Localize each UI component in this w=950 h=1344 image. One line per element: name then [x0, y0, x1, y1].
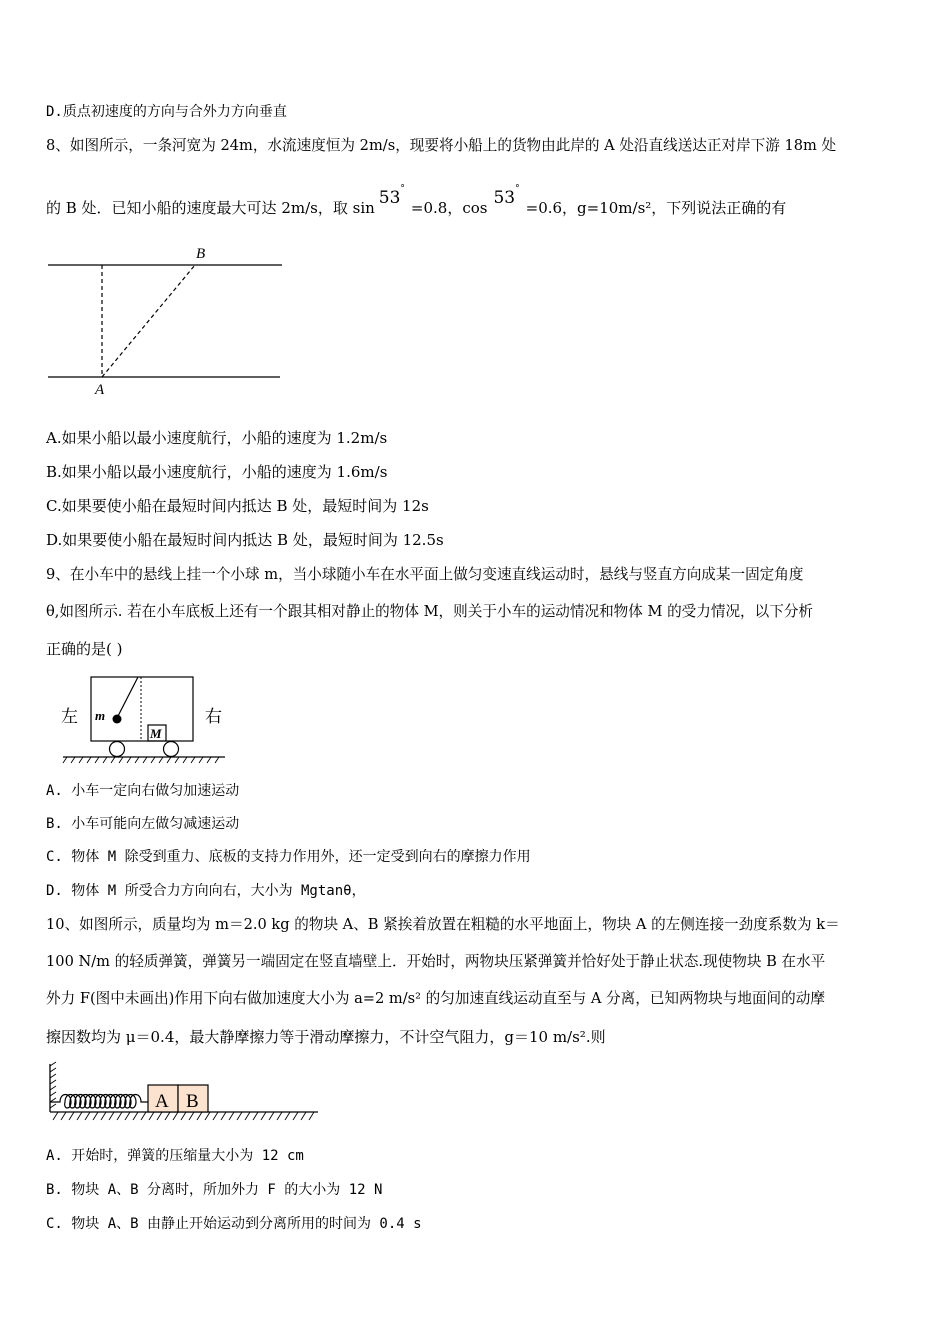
q9-stem-line-2: θ,如图所示. 若在小车底板上还有一个跟其相对静止的物体 M，则关于小车的运动情况和物体 M 的受力情况，以下分析 [46, 603, 814, 620]
q8-stem-part-a: 的 B 处．已知小船的速度最大可达 2m/s，取 sin [46, 199, 375, 217]
q10-spring-figure [42, 1060, 322, 1128]
ground-hatching [53, 1112, 314, 1120]
block-m-label: M [150, 726, 162, 741]
q8-river-figure [40, 240, 290, 400]
q9-option-c: C. 物体 M 除受到重力、底板的支持力作用外，还一定受到向右的摩擦力作用 [46, 849, 531, 865]
suspension-string [117, 677, 138, 718]
q9-stem-line-3: 正确的是( ) [46, 640, 123, 658]
block-b-label: B [186, 1091, 199, 1112]
point-a-label: A [95, 382, 105, 398]
q8-stem-part-b: =0.8，cos [410, 199, 488, 217]
q8-option-d: D.如果要使小船在最短时间内抵达 B 处，最短时间为 12.5s [46, 531, 444, 549]
path-dashed-line [102, 265, 195, 377]
q8-angle-1: 53 [378, 188, 401, 208]
q8-degree-2: ° [515, 184, 520, 194]
q8-angle-2: 53 [493, 188, 516, 208]
q8-stem-line-2 [46, 184, 787, 221]
right-label: 右 [205, 707, 222, 726]
q9-cart-figure [55, 672, 235, 764]
q10-stem-line-1: 10、如图所示，质量均为 m＝2.0 kg 的物块 A、B 紧挨着放置在粗糙的水平地面上，物块 A 的左侧连接一劲度系数为 k＝ [46, 916, 840, 933]
q8-option-a: A.如果小船以最小速度航行，小船的速度为 1.2m/s [46, 429, 388, 447]
ball-label: m [95, 708, 106, 723]
q10-stem-line-3: 外力 F(图中未画出)作用下向右做加速度大小为 a=2 m/s² 的匀加速直线运动直至与 A 分离，已知两物块与地面间的动摩 [46, 990, 825, 1007]
q10-stem-line-2: 100 N/m 的轻质弹簧，弹簧另一端固定在竖直墙壁上．开始时，两物块压紧弹簧并恰好处于静止状态.现使物块 B 在水平 [46, 953, 826, 970]
q8-option-b: B.如果小船以最小速度航行，小船的速度为 1.6m/s [46, 463, 388, 481]
right-wheel [164, 742, 179, 757]
q9-option-b: B. 小车可能向左做匀减速运动 [46, 816, 240, 832]
q8-stem-line-1: 8、如图所示，一条河宽为 24m，水流速度恒为 2m/s，现要将小船上的货物由此岸的 A 处沿直线送达正对岸下游 18m 处 [46, 137, 837, 154]
q9-option-d: D. 物体 M 所受合力方向向右，大小为 Mgtanθ， [46, 883, 366, 899]
q10-option-c: C. 物块 A、B 由静止开始运动到分离所用的时间为 0.4 s [46, 1216, 422, 1232]
spring [50, 1095, 148, 1109]
point-b-label: B [196, 246, 206, 262]
q10-stem-line-4: 擦因数均为 μ＝0.4，最大静摩擦力等于滑动摩擦力，不计空气阻力，g＝10 m/s².则 [46, 1028, 606, 1046]
ground-hatching [63, 757, 219, 763]
q7-option-d: D.质点初速度的方向与合外力方向垂直 [46, 104, 287, 120]
q10-option-b: B. 物块 A、B 分离时，所加外力 F 的大小为 12 N [46, 1182, 383, 1198]
cart-body [91, 677, 193, 741]
q10-option-a: A. 开始时，弹簧的压缩量大小为 12 cm [46, 1148, 304, 1164]
q8-degree-1: ° [400, 184, 405, 194]
ball [113, 715, 122, 724]
q9-option-a: A. 小车一定向右做匀加速运动 [46, 783, 240, 799]
q9-stem-line-1: 9、在小车中的悬线上挂一个小球 m，当小球随小车在水平面上做匀变速直线运动时，悬线与竖直方向成某一固定角度 [46, 566, 804, 583]
wall-hatching [50, 1062, 56, 1108]
q8-option-c: C.如果要使小船在最短时间内抵达 B 处，最短时间为 12s [46, 497, 429, 515]
left-label: 左 [61, 707, 78, 726]
block-a-label: A [155, 1091, 169, 1112]
q8-stem-part-c: =0.6，g=10m/s²，下列说法正确的有 [525, 199, 787, 217]
left-wheel [110, 742, 125, 757]
